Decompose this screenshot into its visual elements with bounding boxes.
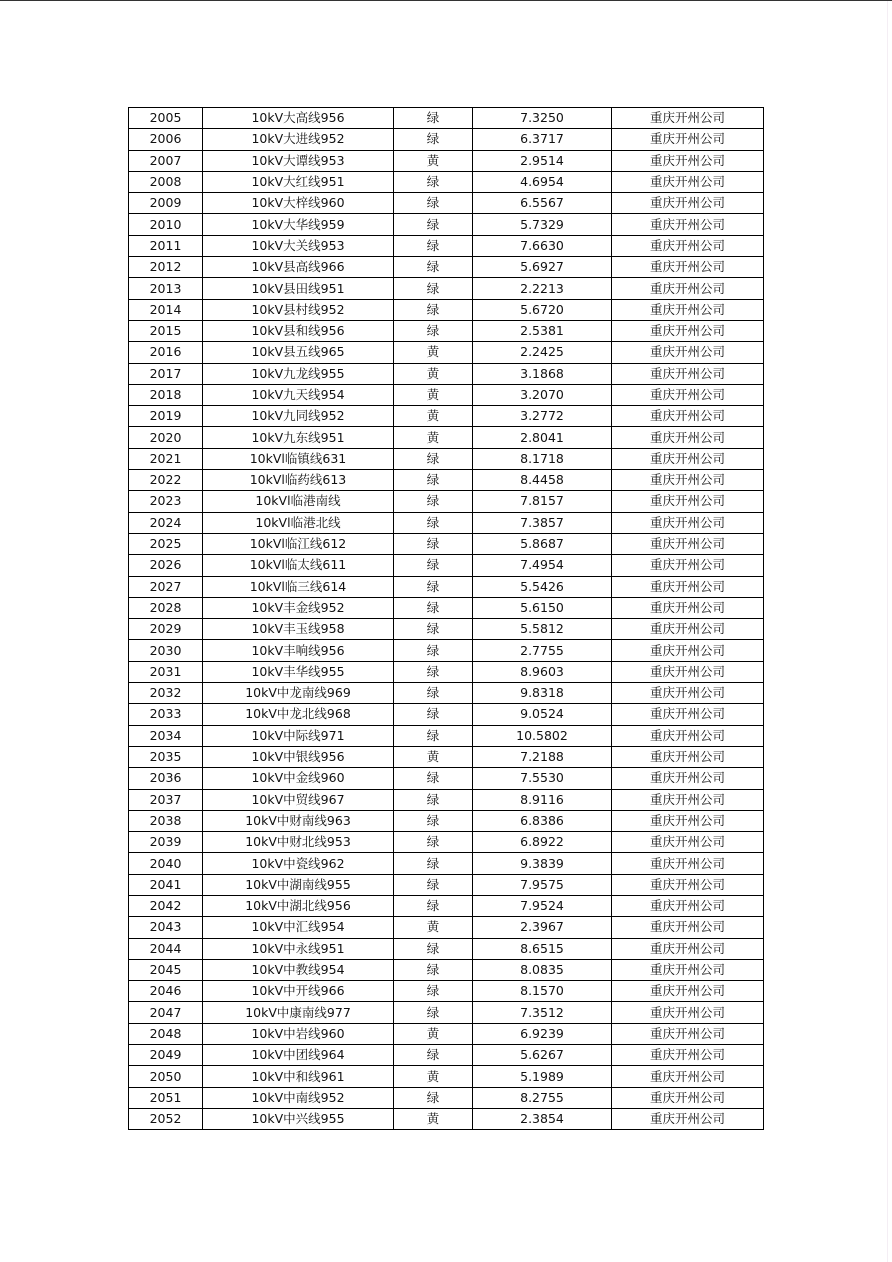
row-id-cell: 2011: [129, 235, 203, 256]
status-cell: 绿: [394, 981, 473, 1002]
line-name-cell: 10kV中贸线967: [203, 789, 394, 810]
table-row: [129, 938, 764, 959]
row-id-cell: 2017: [129, 363, 203, 384]
status-cell: 黄: [394, 1023, 473, 1044]
status-cell: 绿: [394, 874, 473, 895]
line-name-cell: 10kV大梓线960: [203, 193, 394, 214]
row-id-cell: 2030: [129, 640, 203, 661]
status-cell: 绿: [394, 278, 473, 299]
table-row: [129, 1066, 764, 1087]
line-name-cell: 10kV中湖南线955: [203, 874, 394, 895]
line-name-cell: 10kV中际线971: [203, 725, 394, 746]
table-row: [129, 448, 764, 469]
table-row: [129, 981, 764, 1002]
line-name-cell: 10kV大进线952: [203, 129, 394, 150]
table-row: [129, 810, 764, 831]
line-name-cell: 10kV中瓷线962: [203, 853, 394, 874]
table-row: [129, 853, 764, 874]
company-cell: 重庆开州公司: [612, 1045, 764, 1066]
line-name-cell: 10kV中南线952: [203, 1087, 394, 1108]
value-cell: 2.7755: [473, 640, 612, 661]
company-cell: 重庆开州公司: [612, 768, 764, 789]
table-row: [129, 470, 764, 491]
table-row: [129, 704, 764, 725]
value-cell: 8.1570: [473, 981, 612, 1002]
line-name-cell: 10kV九天线954: [203, 384, 394, 405]
value-cell: 7.6630: [473, 235, 612, 256]
table-row: [129, 959, 764, 980]
table-row: [129, 406, 764, 427]
line-name-cell: 10kVl临镇线631: [203, 448, 394, 469]
company-cell: 重庆开州公司: [612, 619, 764, 640]
table-row: [129, 1045, 764, 1066]
table-row: [129, 597, 764, 618]
value-cell: 2.9514: [473, 150, 612, 171]
line-name-cell: 10kV中汇线954: [203, 917, 394, 938]
value-cell: 9.0524: [473, 704, 612, 725]
table-body: [129, 108, 764, 1130]
value-cell: 3.2772: [473, 406, 612, 427]
company-cell: 重庆开州公司: [612, 917, 764, 938]
value-cell: 5.6150: [473, 597, 612, 618]
line-name-cell: 10kVl临港北线: [203, 512, 394, 533]
company-cell: 重庆开州公司: [612, 320, 764, 341]
table-row: [129, 129, 764, 150]
value-cell: 9.3839: [473, 853, 612, 874]
value-cell: 2.5381: [473, 320, 612, 341]
status-cell: 绿: [394, 661, 473, 682]
row-id-cell: 2046: [129, 981, 203, 1002]
company-cell: 重庆开州公司: [612, 512, 764, 533]
company-cell: 重庆开州公司: [612, 810, 764, 831]
value-cell: 3.1868: [473, 363, 612, 384]
company-cell: 重庆开州公司: [612, 406, 764, 427]
table-row: [129, 214, 764, 235]
row-id-cell: 2026: [129, 555, 203, 576]
value-cell: 2.8041: [473, 427, 612, 448]
value-cell: 8.4458: [473, 470, 612, 491]
status-cell: 绿: [394, 576, 473, 597]
row-id-cell: 2005: [129, 108, 203, 129]
line-name-cell: 10kV丰响线956: [203, 640, 394, 661]
table-row: [129, 768, 764, 789]
line-name-cell: 10kV丰金线952: [203, 597, 394, 618]
table-row: [129, 108, 764, 129]
company-cell: 重庆开州公司: [612, 555, 764, 576]
company-cell: 重庆开州公司: [612, 235, 764, 256]
company-cell: 重庆开州公司: [612, 363, 764, 384]
line-name-cell: 10kV县高线966: [203, 257, 394, 278]
company-cell: 重庆开州公司: [612, 874, 764, 895]
status-cell: 绿: [394, 533, 473, 554]
status-cell: 绿: [394, 1002, 473, 1023]
status-cell: 绿: [394, 320, 473, 341]
status-cell: 绿: [394, 938, 473, 959]
value-cell: 7.3512: [473, 1002, 612, 1023]
line-name-cell: 10kV丰华线955: [203, 661, 394, 682]
value-cell: 8.2755: [473, 1087, 612, 1108]
row-id-cell: 2049: [129, 1045, 203, 1066]
value-cell: 2.2213: [473, 278, 612, 299]
line-name-cell: 10kV中康南线977: [203, 1002, 394, 1023]
company-cell: 重庆开州公司: [612, 214, 764, 235]
value-cell: 5.6927: [473, 257, 612, 278]
status-cell: 黄: [394, 342, 473, 363]
company-cell: 重庆开州公司: [612, 895, 764, 916]
status-cell: 绿: [394, 491, 473, 512]
line-name-cell: 10kV中和线961: [203, 1066, 394, 1087]
line-name-cell: 10kV县村线952: [203, 299, 394, 320]
value-cell: 5.6720: [473, 299, 612, 320]
value-cell: 6.8922: [473, 832, 612, 853]
table-row: [129, 491, 764, 512]
table-row: [129, 619, 764, 640]
line-name-cell: 10kVl临江线612: [203, 533, 394, 554]
table-row: [129, 725, 764, 746]
company-cell: 重庆开州公司: [612, 491, 764, 512]
status-cell: 绿: [394, 895, 473, 916]
table-row: [129, 555, 764, 576]
company-cell: 重庆开州公司: [612, 171, 764, 192]
company-cell: 重庆开州公司: [612, 193, 764, 214]
value-cell: 5.5812: [473, 619, 612, 640]
company-cell: 重庆开州公司: [612, 789, 764, 810]
row-id-cell: 2042: [129, 895, 203, 916]
status-cell: 绿: [394, 725, 473, 746]
line-name-cell: 10kV县田线951: [203, 278, 394, 299]
company-cell: 重庆开州公司: [612, 597, 764, 618]
line-name-cell: 10kV九东线951: [203, 427, 394, 448]
line-name-cell: 10kV中岩线960: [203, 1023, 394, 1044]
company-cell: 重庆开州公司: [612, 746, 764, 767]
value-cell: 6.9239: [473, 1023, 612, 1044]
line-name-cell: 10kVl临药线613: [203, 470, 394, 491]
row-id-cell: 2040: [129, 853, 203, 874]
line-name-cell: 10kV大高线956: [203, 108, 394, 129]
row-id-cell: 2050: [129, 1066, 203, 1087]
value-cell: 10.5802: [473, 725, 612, 746]
value-cell: 6.3717: [473, 129, 612, 150]
row-id-cell: 2051: [129, 1087, 203, 1108]
line-name-cell: 10kV大华线959: [203, 214, 394, 235]
page-top-rule: [0, 0, 892, 1]
status-cell: 绿: [394, 810, 473, 831]
company-cell: 重庆开州公司: [612, 725, 764, 746]
status-cell: 黄: [394, 746, 473, 767]
table-row: [129, 789, 764, 810]
row-id-cell: 2033: [129, 704, 203, 725]
value-cell: 7.9575: [473, 874, 612, 895]
value-cell: 5.7329: [473, 214, 612, 235]
company-cell: 重庆开州公司: [612, 640, 764, 661]
value-cell: 7.3250: [473, 108, 612, 129]
value-cell: 4.6954: [473, 171, 612, 192]
status-cell: 绿: [394, 257, 473, 278]
row-id-cell: 2029: [129, 619, 203, 640]
status-cell: 绿: [394, 214, 473, 235]
line-data-table: [128, 107, 764, 1130]
company-cell: 重庆开州公司: [612, 853, 764, 874]
value-cell: 7.2188: [473, 746, 612, 767]
value-cell: 8.9116: [473, 789, 612, 810]
status-cell: 黄: [394, 384, 473, 405]
row-id-cell: 2044: [129, 938, 203, 959]
company-cell: 重庆开州公司: [612, 299, 764, 320]
status-cell: 绿: [394, 193, 473, 214]
value-cell: 7.9524: [473, 895, 612, 916]
status-cell: 黄: [394, 406, 473, 427]
value-cell: 9.8318: [473, 683, 612, 704]
row-id-cell: 2048: [129, 1023, 203, 1044]
value-cell: 5.1989: [473, 1066, 612, 1087]
table-row: [129, 171, 764, 192]
status-cell: 绿: [394, 959, 473, 980]
company-cell: 重庆开州公司: [612, 576, 764, 597]
row-id-cell: 2036: [129, 768, 203, 789]
company-cell: 重庆开州公司: [612, 683, 764, 704]
line-name-cell: 10kV中团线964: [203, 1045, 394, 1066]
table-row: [129, 832, 764, 853]
table-row: [129, 363, 764, 384]
table-row: [129, 1023, 764, 1044]
value-cell: 6.8386: [473, 810, 612, 831]
value-cell: 7.5530: [473, 768, 612, 789]
status-cell: 绿: [394, 704, 473, 725]
status-cell: 绿: [394, 683, 473, 704]
page-right-edge: [887, 1, 888, 1262]
line-name-cell: 10kV县五线965: [203, 342, 394, 363]
table-row: [129, 895, 764, 916]
company-cell: 重庆开州公司: [612, 1087, 764, 1108]
table-row: [129, 917, 764, 938]
status-cell: 绿: [394, 640, 473, 661]
row-id-cell: 2035: [129, 746, 203, 767]
value-cell: 8.1718: [473, 448, 612, 469]
row-id-cell: 2034: [129, 725, 203, 746]
row-id-cell: 2052: [129, 1108, 203, 1129]
value-cell: 8.6515: [473, 938, 612, 959]
status-cell: 绿: [394, 853, 473, 874]
value-cell: 5.5426: [473, 576, 612, 597]
table-row: [129, 746, 764, 767]
value-cell: 7.8157: [473, 491, 612, 512]
row-id-cell: 2010: [129, 214, 203, 235]
line-name-cell: 10kV中龙南线969: [203, 683, 394, 704]
row-id-cell: 2018: [129, 384, 203, 405]
row-id-cell: 2032: [129, 683, 203, 704]
row-id-cell: 2021: [129, 448, 203, 469]
line-name-cell: 10kV大关线953: [203, 235, 394, 256]
company-cell: 重庆开州公司: [612, 129, 764, 150]
status-cell: 黄: [394, 917, 473, 938]
table-row: [129, 342, 764, 363]
table-row: [129, 661, 764, 682]
company-cell: 重庆开州公司: [612, 1023, 764, 1044]
status-cell: 绿: [394, 470, 473, 491]
status-cell: 黄: [394, 1066, 473, 1087]
table-row: [129, 1002, 764, 1023]
row-id-cell: 2013: [129, 278, 203, 299]
row-id-cell: 2047: [129, 1002, 203, 1023]
value-cell: 2.3967: [473, 917, 612, 938]
table-row: [129, 512, 764, 533]
line-name-cell: 10kVl临三线614: [203, 576, 394, 597]
status-cell: 绿: [394, 235, 473, 256]
status-cell: 黄: [394, 427, 473, 448]
company-cell: 重庆开州公司: [612, 108, 764, 129]
table-row: [129, 278, 764, 299]
row-id-cell: 2041: [129, 874, 203, 895]
table-row: [129, 874, 764, 895]
company-cell: 重庆开州公司: [612, 959, 764, 980]
table-row: [129, 384, 764, 405]
value-cell: 2.2425: [473, 342, 612, 363]
status-cell: 黄: [394, 1108, 473, 1129]
company-cell: 重庆开州公司: [612, 1002, 764, 1023]
row-id-cell: 2020: [129, 427, 203, 448]
row-id-cell: 2007: [129, 150, 203, 171]
company-cell: 重庆开州公司: [612, 278, 764, 299]
line-name-cell: 10kV丰玉线958: [203, 619, 394, 640]
value-cell: 3.2070: [473, 384, 612, 405]
company-cell: 重庆开州公司: [612, 1066, 764, 1087]
value-cell: 6.5567: [473, 193, 612, 214]
value-cell: 5.8687: [473, 533, 612, 554]
company-cell: 重庆开州公司: [612, 384, 764, 405]
line-name-cell: 10kV中财北线953: [203, 832, 394, 853]
line-name-cell: 10kV中金线960: [203, 768, 394, 789]
row-id-cell: 2012: [129, 257, 203, 278]
status-cell: 绿: [394, 768, 473, 789]
line-name-cell: 10kV县和线956: [203, 320, 394, 341]
line-name-cell: 10kV中银线956: [203, 746, 394, 767]
table-row: [129, 576, 764, 597]
status-cell: 绿: [394, 619, 473, 640]
company-cell: 重庆开州公司: [612, 257, 764, 278]
row-id-cell: 2027: [129, 576, 203, 597]
line-name-cell: 10kV中财南线963: [203, 810, 394, 831]
row-id-cell: 2009: [129, 193, 203, 214]
company-cell: 重庆开州公司: [612, 661, 764, 682]
row-id-cell: 2023: [129, 491, 203, 512]
company-cell: 重庆开州公司: [612, 533, 764, 554]
company-cell: 重庆开州公司: [612, 981, 764, 1002]
company-cell: 重庆开州公司: [612, 427, 764, 448]
company-cell: 重庆开州公司: [612, 832, 764, 853]
row-id-cell: 2025: [129, 533, 203, 554]
company-cell: 重庆开州公司: [612, 704, 764, 725]
table-row: [129, 1108, 764, 1129]
line-name-cell: 10kV大红线951: [203, 171, 394, 192]
company-cell: 重庆开州公司: [612, 470, 764, 491]
row-id-cell: 2043: [129, 917, 203, 938]
value-cell: 7.3857: [473, 512, 612, 533]
status-cell: 绿: [394, 1087, 473, 1108]
table-row: [129, 640, 764, 661]
line-name-cell: 10kV中龙北线968: [203, 704, 394, 725]
status-cell: 黄: [394, 150, 473, 171]
row-id-cell: 2038: [129, 810, 203, 831]
status-cell: 黄: [394, 363, 473, 384]
row-id-cell: 2015: [129, 320, 203, 341]
table-row: [129, 193, 764, 214]
line-name-cell: 10kV九龙线955: [203, 363, 394, 384]
row-id-cell: 2031: [129, 661, 203, 682]
row-id-cell: 2024: [129, 512, 203, 533]
row-id-cell: 2045: [129, 959, 203, 980]
status-cell: 绿: [394, 1045, 473, 1066]
row-id-cell: 2028: [129, 597, 203, 618]
row-id-cell: 2022: [129, 470, 203, 491]
line-name-cell: 10kV中教线954: [203, 959, 394, 980]
company-cell: 重庆开州公司: [612, 938, 764, 959]
row-id-cell: 2019: [129, 406, 203, 427]
status-cell: 绿: [394, 512, 473, 533]
status-cell: 绿: [394, 789, 473, 810]
table-row: [129, 427, 764, 448]
company-cell: 重庆开州公司: [612, 150, 764, 171]
row-id-cell: 2037: [129, 789, 203, 810]
line-name-cell: 10kV大谭线953: [203, 150, 394, 171]
company-cell: 重庆开州公司: [612, 1108, 764, 1129]
value-cell: 7.4954: [473, 555, 612, 576]
value-cell: 8.9603: [473, 661, 612, 682]
table-row: [129, 1087, 764, 1108]
table-row: [129, 683, 764, 704]
line-name-cell: 10kV中兴线955: [203, 1108, 394, 1129]
company-cell: 重庆开州公司: [612, 448, 764, 469]
row-id-cell: 2016: [129, 342, 203, 363]
value-cell: 8.0835: [473, 959, 612, 980]
status-cell: 绿: [394, 299, 473, 320]
status-cell: 绿: [394, 597, 473, 618]
row-id-cell: 2008: [129, 171, 203, 192]
line-name-cell: 10kVl临太线611: [203, 555, 394, 576]
table-row: [129, 320, 764, 341]
table-row: [129, 299, 764, 320]
line-name-cell: 10kV中湖北线956: [203, 895, 394, 916]
status-cell: 绿: [394, 108, 473, 129]
status-cell: 绿: [394, 832, 473, 853]
status-cell: 绿: [394, 171, 473, 192]
value-cell: 2.3854: [473, 1108, 612, 1129]
line-name-cell: 10kV中开线966: [203, 981, 394, 1002]
value-cell: 5.6267: [473, 1045, 612, 1066]
line-name-cell: 10kV九同线952: [203, 406, 394, 427]
row-id-cell: 2014: [129, 299, 203, 320]
table-row: [129, 533, 764, 554]
table-row: [129, 150, 764, 171]
company-cell: 重庆开州公司: [612, 342, 764, 363]
table-row: [129, 235, 764, 256]
status-cell: 绿: [394, 129, 473, 150]
row-id-cell: 2039: [129, 832, 203, 853]
line-name-cell: 10kVl临港南线: [203, 491, 394, 512]
line-name-cell: 10kV中永线951: [203, 938, 394, 959]
status-cell: 绿: [394, 448, 473, 469]
status-cell: 绿: [394, 555, 473, 576]
row-id-cell: 2006: [129, 129, 203, 150]
table-row: [129, 257, 764, 278]
